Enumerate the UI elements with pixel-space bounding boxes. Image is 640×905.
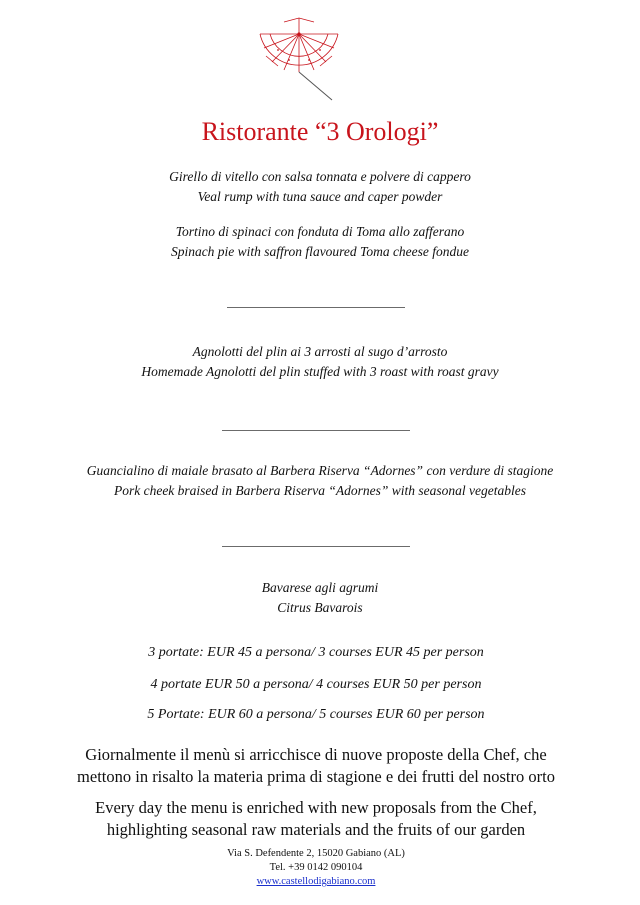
section-divider [227,307,405,308]
dish-3-english: Homemade Agnolotti del plin stuffed with 3 roast with roast gravy [141,364,499,379]
dish-2 [0,222,640,262]
dish-4-english: Pork cheek braised in Barbera Riserva “Adornes” with seasonal vegetables [113,483,527,498]
dish-5-italian: Bavarese agli agrumi [261,580,379,595]
dish-1-english: Veal rump with tuna sauce and caper powder [197,189,443,204]
clock-sundial-logo-icon [254,14,344,104]
note-italian [0,744,632,788]
dish-1 [0,167,640,207]
section-divider [222,430,410,431]
dish-2-english: Spinach pie with saffron flavoured Toma cheese fondue [170,244,470,259]
note-english-line-2: highlighting seasonal raw materials and the fruits of our garden [106,820,526,839]
dish-3-italian: Agnolotti del plin ai 3 arrosti al sugo d’arrosto [192,344,448,359]
price-5-courses: 5 Portate: EUR 60 a persona/ 5 courses EUR 60 per person [147,707,485,722]
dish-5 [0,578,640,618]
dish-2-italian: Tortino di spinaci con fonduta di Toma allo zafferano [175,224,465,239]
price-4-courses: 4 portate EUR 50 a persona/ 4 courses EUR 50 per person [150,677,482,692]
footer [0,847,632,889]
note-italian-line-2: mettono in risalto la materia prima di stagione e dei frutti del nostro orto [77,767,555,786]
dish-4 [0,461,640,501]
note-english [0,797,632,841]
price-3-courses: 3 portate: EUR 45 a persona/ 3 courses EUR 45 per person [148,645,484,660]
dish-4-italian: Guancialino di maiale brasato al Barbera Riserva “Adornes” con verdure di stagione [86,463,554,478]
dish-3 [0,342,640,382]
restaurant-title: Ristorante “3 Orologi” [201,117,439,146]
note-english-line-1: Every day the menu is enriched with new proposals from the Chef, [95,798,537,817]
footer-phone: Tel. +39 0142 090104 [269,862,363,873]
footer-address: Via S. Defendente 2, 15020 Gabiano (AL) [227,848,405,859]
dish-1-italian: Girello di vitello con salsa tonnata e polvere di cappero [169,169,471,184]
dish-5-english: Citrus Bavarois [277,600,363,615]
website-link[interactable]: www.castellodigabiano.com [256,876,376,887]
note-italian-line-1: Giornalmente il menù si arricchisce di nuove proposte della Chef, che [85,745,547,764]
section-divider [222,546,410,547]
